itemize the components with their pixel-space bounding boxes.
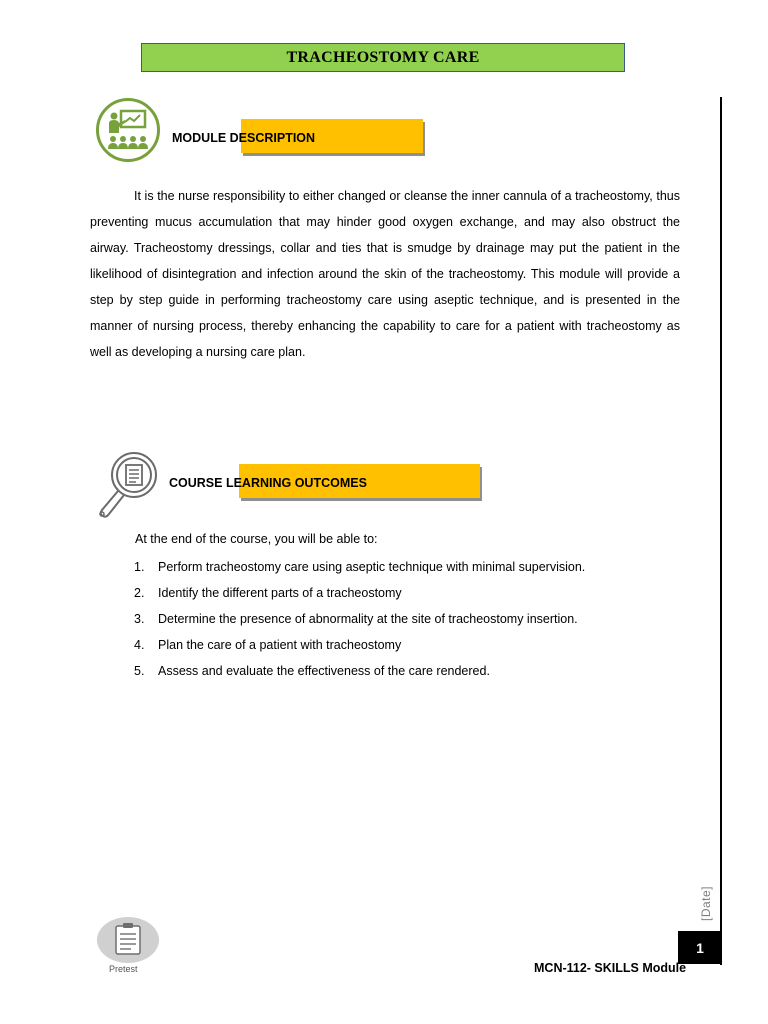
list-item-text: Perform tracheostomy care using aseptic technique with minimal supervision.	[158, 560, 586, 574]
module-description-text	[90, 183, 680, 365]
list-item-text: Identify the different parts of a tracheostomy	[158, 586, 402, 600]
list-item-text: Assess and evaluate the effectiveness of the care rendered.	[158, 664, 490, 678]
page-number: 1	[678, 931, 722, 964]
list-item	[134, 582, 585, 608]
page-title: TRACHEOSTOMY CARE	[141, 43, 625, 72]
list-item	[134, 634, 585, 660]
list-item	[134, 608, 585, 634]
presentation-teacher-icon	[96, 98, 160, 162]
outcomes-intro: At the end of the course, you will be able to:	[135, 532, 378, 546]
pretest-label[interactable]: Pretest	[109, 964, 138, 974]
list-item	[134, 660, 585, 686]
module-description-heading: MODULE DESCRIPTION	[172, 131, 316, 145]
list-item-text: Determine the presence of abnormality at the site of tracheostomy insertion.	[158, 612, 578, 626]
outcomes-list	[134, 556, 585, 686]
list-item-number: 2.	[134, 586, 145, 600]
list-item-number: 4.	[134, 638, 145, 652]
module-description-paragraph: It is the nurse responsibility to either changed or cleanse the inner cannula of a tracheostomy, thus preventing mucus accumulation that may hinder good oxygen exchange, and may also obstruct the airway. Tracheostomy dressings, collar and ties that is smudge by drainage may put the patient in the likelihood of disintegration and infection around the skin of the tracheostomy. This module will provide a step by step guide in performing tracheostomy care using aseptic technique, and is presented in the manner of nursing process, thereby enhancing the capability to care for a patient with tracheostomy as well as developing a nursing care plan.	[90, 189, 680, 359]
page-right-rule	[720, 97, 722, 965]
course-outcomes-heading: COURSE LEARNING OUTCOMES	[169, 476, 367, 490]
date-placeholder[interactable]: [Date]	[699, 885, 713, 921]
list-item-number: 3.	[134, 612, 145, 626]
list-item-number: 5.	[134, 664, 145, 678]
list-item	[134, 556, 585, 582]
list-item-number: 1.	[134, 560, 145, 574]
list-item-text: Plan the care of a patient with tracheostomy	[158, 638, 402, 652]
footer-module-name: MCN-112- SKILLS Module	[534, 961, 687, 975]
magnifier-document-icon	[92, 448, 162, 522]
